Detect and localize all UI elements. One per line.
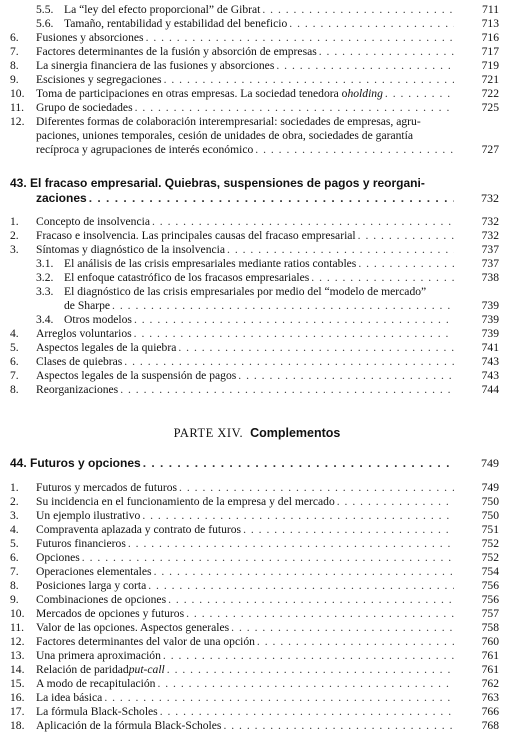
toc-entry-page-number: 756 [481,579,499,592]
toc-entry-page-number: 721 [481,73,499,86]
toc-entry-title-text: Concepto de insolvencia [36,215,150,228]
toc-entry-page-number: 737 [481,257,499,270]
toc-entry-page-number: 744 [481,383,499,396]
toc-entry-title-text: Valor de las opciones. Aspectos generales [36,621,230,634]
toc-entry-title [36,635,456,649]
chapter-44-title-row [10,456,456,470]
toc-entry-title-text: Operaciones elementales [36,565,152,578]
toc-entry-title [36,341,456,355]
toc-entry [0,101,514,115]
toc-entry-number: 11. [10,101,25,114]
leader-dots [160,705,454,719]
toc-entry-title [36,509,456,523]
toc-entry-title [36,215,456,229]
toc-entry-number: 11. [10,621,25,634]
toc-entry-title-text: Relación de paridad [36,663,129,676]
leader-dots [164,73,454,87]
toc-entry-number: 3.4. [36,313,54,326]
toc-entry-page-number: 750 [481,509,499,522]
leader-dots [358,229,454,243]
leader-dots [179,481,454,495]
toc-entry-number: 7. [10,369,19,382]
leader-dots [146,31,454,45]
toc-entry [0,17,514,31]
leader-dots [276,59,454,73]
toc-entry [0,621,514,635]
toc-entry [0,383,514,397]
toc-entry-number: 10. [10,87,25,100]
toc-entry [0,607,514,621]
chapter-43-title-text: zaciones [36,191,87,205]
leader-dots [262,3,454,17]
leader-dots [148,579,454,593]
toc-entry [0,215,514,229]
leader-dots [124,355,454,369]
toc-entry-page-number: 738 [481,271,499,284]
leader-dots [311,271,454,285]
leader-dots [128,537,454,551]
toc-entry-page-number: 739 [481,327,499,340]
toc-entry-title [36,565,456,579]
toc-entry-title-text: recíproca y agrupaciones de interés económico [36,143,254,156]
toc-entry [0,677,514,691]
toc-entry-title [36,355,456,369]
toc-entry-title-text: Una primera aproximación [36,649,161,662]
toc-entry-title-text: Opciones [36,551,80,564]
toc-entry-title-text: El enfoque catastrófico de los fracasos empresariales [64,271,310,284]
toc-entry-number: 4. [10,523,19,536]
toc-entry-page-number: 737 [481,243,499,256]
toc-entry-title [36,101,456,115]
chapter-43-title [0,176,514,190]
leader-dots [142,509,454,523]
toc-entry-page-number: 751 [481,523,499,536]
toc-entry [0,327,514,341]
toc-entry-number: 8. [10,579,19,592]
toc-entry [0,719,514,733]
toc-entry-page-number: 716 [481,31,499,44]
toc-entry-page-number: 732 [481,229,499,242]
toc-entry-page-number: 750 [481,495,499,508]
toc-entry-number: 14. [10,663,25,676]
toc-entry-number: 7. [10,565,19,578]
toc-entry-title-text: Mercados de opciones y futuros [36,607,185,620]
leader-dots [255,143,454,157]
toc-entry-page-number: 743 [481,355,499,368]
toc-entry-title [36,383,456,397]
leader-dots [82,551,454,565]
toc-entry-title-text: La fórmula Black-Scholes [36,705,158,718]
toc-entry-title [64,271,456,285]
leader-dots [186,607,454,621]
toc-entry-title [36,523,456,537]
toc-entry-title-text: Su incidencia en el funcionamiento de la empresa y del mercado [36,495,335,508]
toc-entry-number: 12. [10,115,25,128]
leader-dots [337,495,454,509]
leader-dots [134,313,454,327]
toc-entry-title-text: Grupo de sociedades [36,101,133,114]
toc-entry-title [36,677,456,691]
leader-dots [89,191,454,205]
toc-entry-title [36,495,456,509]
part-label: PARTE XIV. [173,426,244,440]
chapter-43-title-continued [0,191,514,205]
toc-entry-title-text: La idea básica [36,691,103,704]
toc-entry-number: 3.1. [36,257,54,270]
toc-entry-page-number: 756 [481,593,499,606]
part-heading [0,426,514,441]
toc-entry-title-text: Factores determinantes del valor de una opción [36,635,255,648]
toc-entry-title [36,59,456,73]
toc-entry-number: 17. [10,705,25,718]
toc-entry-page-number: 761 [481,649,499,662]
toc-entry [0,285,514,313]
toc-entry-title-text: Escisiones y segregaciones [36,73,162,86]
leader-dots [167,663,454,677]
toc-entry [0,481,514,495]
toc-entry-number: 1. [10,215,19,228]
leader-dots [157,677,454,691]
toc-entry-title [64,257,456,271]
toc-entry [0,691,514,705]
leader-dots [257,635,454,649]
toc-entry-title [36,705,456,719]
toc-entry-page-number: 739 [481,299,499,312]
toc-entry-number: 5. [10,341,19,354]
toc-entry [0,31,514,45]
toc-entry [0,551,514,565]
toc-entry-page-number: 741 [481,341,499,354]
toc-entry-title-text: de Sharpe [64,299,111,312]
toc-entry-title-text: La sinergia financiera de las fusiones y absorciones [36,59,275,72]
toc-entry-title [36,369,456,383]
leader-dots [152,215,454,229]
toc-entry-page-number: 752 [481,537,499,550]
toc-entry-title-text: Compraventa aplazada y contrato de futuros [36,523,242,536]
toc-entry-title-text: Futuros y mercados de futuros [36,481,178,494]
toc-entry-number: 9. [10,593,19,606]
toc-entry-page-number: 732 [481,215,499,228]
toc-entry-number: 6. [10,355,19,368]
leader-dots [223,719,454,733]
toc-entry-page-number: 711 [482,3,499,16]
toc-entry [0,649,514,663]
leader-dots [168,593,454,607]
leader-dots [289,17,454,31]
toc-entry-title [36,663,456,677]
toc-entry-title [36,327,456,341]
toc-entry-title [36,73,456,87]
toc-entry-title-text: Otros modelos [64,313,132,326]
toc-entry [0,369,514,383]
toc-entry-page-number: 717 [481,45,499,58]
leader-dots [243,523,454,537]
leader-dots [143,456,454,470]
toc-entry-page-number: 754 [481,565,499,578]
toc-entry-number: 9. [10,73,19,86]
toc-entry-number: 6. [10,31,19,44]
toc-entry-title-line [64,299,456,313]
leader-dots [358,257,454,271]
toc-entry [0,87,514,101]
leader-dots [112,299,454,313]
leader-dots [231,621,454,635]
toc-entry-title-text: Aspectos legales de la suspensión de pagos [36,369,237,382]
toc-entry [0,115,514,157]
chapter-43-title-line-1: 43. El fracaso empresarial. Quiebras, suspensiones de pagos y reorgani- [10,176,425,190]
leader-dots [178,341,454,355]
toc-entry-number: 15. [10,677,25,690]
toc-entry-number: 3.2. [36,271,54,284]
toc-entry-title [36,593,456,607]
toc-entry-number: 13. [10,649,25,662]
toc-entry-title [36,481,456,495]
toc-entry-number: 12. [10,635,25,648]
toc-entry [0,271,514,285]
toc-entry-title [36,579,456,593]
toc-entry [0,523,514,537]
toc-entry-title-text: Fracaso e insolvencia. Las principales causas del fracaso empresarial [36,229,356,242]
toc-entry-title [64,3,456,17]
toc-entry-number: 2. [10,495,19,508]
toc-entry-title [36,45,456,59]
toc-entry-number: 3. [10,509,19,522]
toc-entry [0,705,514,719]
leader-dots [154,565,454,579]
toc-entry-number: 3. [10,243,19,256]
toc-entry [0,355,514,369]
toc-entry-title [36,243,456,257]
toc-entry [0,341,514,355]
toc-entry-page-number: 758 [481,621,499,634]
toc-entry-page-number: 763 [481,691,499,704]
toc-entry-title [36,551,456,565]
leader-dots [134,327,454,341]
toc-entry-title-text: El análisis de las crisis empresariales mediante ratios contables [64,257,357,270]
toc-entry-title-text: Síntomas y diagnóstico de la insolvencia [36,243,226,256]
toc-entry-page-number: 749 [481,481,499,494]
toc-entry-title-text: Aspectos legales de la quiebra [36,341,177,354]
toc-entry-number: 18. [10,719,25,732]
toc-entry-page-number: 752 [481,551,499,564]
chapter-43-page-number: 732 [481,191,499,205]
toc-entry-title-text: Arreglos voluntarios [36,327,132,340]
toc-entry-page-number: 760 [481,635,499,648]
leader-dots [163,649,454,663]
toc-entry-number: 5.5. [36,3,54,16]
toc-entry-number: 8. [10,59,19,72]
toc-entry-title [36,607,456,621]
toc-entry-page-number: 743 [481,369,499,382]
toc-entry-title-text: Toma de participaciones en otras empresas. La sociedad tenedora o [36,87,348,100]
toc-entry-title-text: Fusiones y absorciones [36,31,144,44]
toc-entry-title [36,649,456,663]
toc-entry [0,537,514,551]
toc-entry [0,509,514,523]
toc-entry [0,243,514,257]
toc-entry-page-number: 766 [481,705,499,718]
toc-entry-title-text: Reorganizaciones [36,383,119,396]
toc-entry-page-number: 761 [481,663,499,676]
toc-entry-title-text: A modo de recapitulación [36,677,156,690]
toc-entry [0,565,514,579]
toc-entry-title-text: Posiciones larga y corta [36,579,147,592]
toc-entry-page-number: 722 [481,87,499,100]
toc-entry [0,663,514,677]
toc-entry-number: 4. [10,327,19,340]
toc-entry-page-number: 739 [481,313,499,326]
toc-entry-title-italic: holding [347,87,383,100]
leader-dots [135,101,454,115]
toc-entry-number: 10. [10,607,25,620]
toc-entry-page-number: 727 [481,143,499,156]
toc-entry-number: 3.3. [36,285,54,298]
leader-dots [385,87,454,101]
toc-entry-number: 7. [10,45,19,58]
toc-entry-title [64,17,456,31]
toc-entry [0,59,514,73]
toc-entry [0,45,514,59]
toc-entry-title [36,31,456,45]
toc-entry-title-text: Clases de quiebras [36,355,123,368]
toc-entry [0,257,514,271]
chapter-43-title-line-2 [36,191,456,205]
toc-entry-page-number: 719 [481,59,499,72]
toc-entry-title-text: Factores determinantes de la fusión y absorción de empresas [36,45,317,58]
toc-entry-number: 5. [10,537,19,550]
toc-entry-page-number: 725 [481,101,499,114]
leader-dots [227,243,454,257]
toc-entry-title [36,719,456,733]
toc-entry-number: 2. [10,229,19,242]
toc-entry-title [36,229,456,243]
toc-entry-number: 8. [10,383,19,396]
toc-entry-number: 1. [10,481,19,494]
toc-entry-title [36,691,456,705]
toc-entry-title-text: Combinaciones de opciones [36,593,167,606]
toc-entry-page-number: 768 [481,719,499,732]
toc-entry-number: 6. [10,551,19,564]
toc-entry-title-text: Futuros financieros [36,537,126,550]
toc-entry [0,313,514,327]
toc-entry-title-line [36,143,456,157]
toc-entry-page-number: 713 [481,17,499,30]
part-title: Complementos [250,426,341,440]
chapter-44-title-text: 44. Futuros y opciones [10,456,141,470]
toc-entry-page-number: 762 [481,677,499,690]
chapter-44-page-number: 749 [481,456,499,470]
toc-entry-title [36,87,456,101]
toc-entry-title-line: El diagnóstico de las crisis empresariales por medio del “modelo de mercado” [64,285,427,298]
leader-dots [319,45,454,59]
toc-entry-number: 16. [10,691,25,704]
toc-entry [0,579,514,593]
toc-entry-title-text: La “ley del efecto proporcional” de Gibrat [64,3,261,16]
toc-entry-title [36,537,456,551]
toc-entry-title [64,313,456,327]
toc-entry [0,495,514,509]
toc-entry [0,3,514,17]
toc-entry-title-text: Un ejemplo ilustrativo [36,509,141,522]
leader-dots [120,383,454,397]
toc-entry-title-italic: put-call [128,663,165,676]
toc-entry [0,229,514,243]
toc-entry-title-line: Diferentes formas de colaboración interempresarial: sociedades de empresas, agru- [36,115,421,128]
toc-entry [0,593,514,607]
toc-entry-page-number: 757 [481,607,499,620]
chapter-44-title [0,456,514,470]
leader-dots [238,369,454,383]
toc-entry-title-line: paciones, uniones temporales, cesión de unidades de obra, sociedades de garantía [36,129,413,142]
toc-entry-title-text: Tamaño, rentabilidad y estabilidad del beneficio [64,17,288,30]
toc-entry [0,73,514,87]
toc-entry-title [36,621,456,635]
leader-dots [104,691,454,705]
toc-entry-number: 5.6. [36,17,54,30]
toc-entry-title-text: Aplicación de la fórmula Black-Scholes [36,719,222,732]
toc-entry [0,635,514,649]
